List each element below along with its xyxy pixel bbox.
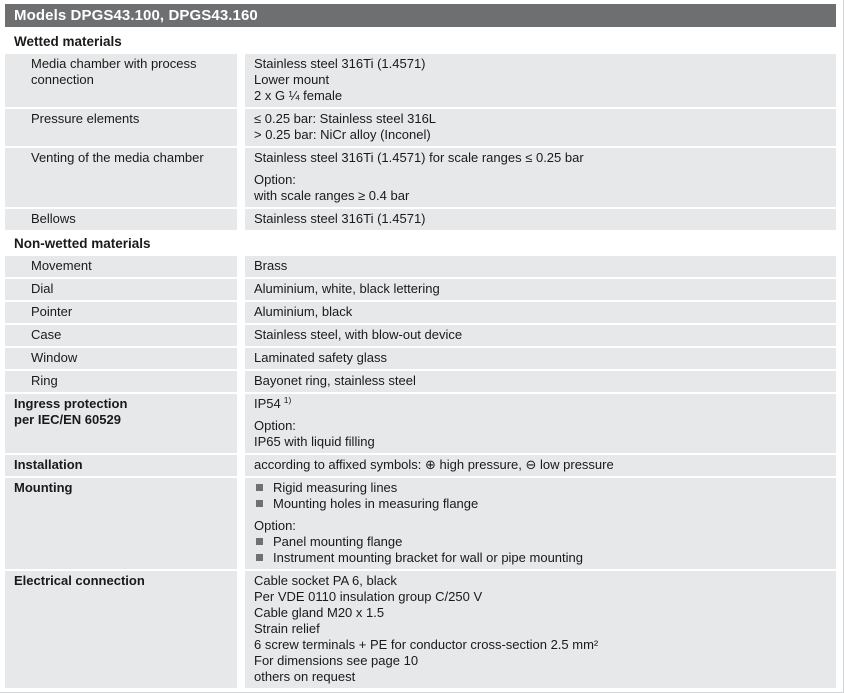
value-line (254, 56, 828, 72)
spec-label: Case (31, 327, 62, 342)
spec-label-cell (5, 279, 237, 300)
spec-value-cell (245, 571, 836, 688)
value-text: 6 screw terminals + PE for conductor cross-section 2.5 mm² (254, 637, 599, 652)
value-text: For dimensions see page 10 (254, 653, 419, 668)
value-text: Brass (254, 258, 288, 273)
value-block (254, 396, 828, 412)
value-text: Panel mounting flange (273, 534, 403, 549)
spec-value-cell (245, 302, 836, 323)
spec-label-cell (5, 109, 237, 146)
spec-label-cell (5, 394, 237, 453)
value-block (254, 418, 828, 450)
value-line (254, 304, 828, 320)
spec-label-cell (5, 455, 237, 476)
spec-value-cell (245, 148, 836, 207)
spec-label: per IEC/EN 60529 (14, 412, 121, 427)
value-block (254, 281, 828, 297)
spec-row (5, 455, 836, 476)
value-line (254, 172, 828, 188)
value-text: Cable gland M20 x 1.5 (254, 605, 385, 620)
spec-label: connection (31, 72, 94, 87)
square-bullet-icon (256, 538, 263, 545)
value-text: ≤ 0.25 bar: Stainless steel 316L (254, 111, 437, 126)
value-block (254, 573, 828, 685)
spec-row (5, 371, 836, 392)
spec-row (5, 478, 836, 569)
spec-value-cell (245, 478, 836, 569)
value-line (254, 373, 828, 389)
spec-row (5, 109, 836, 146)
value-line (254, 258, 828, 274)
spec-row (5, 325, 836, 346)
value-line (254, 350, 828, 366)
value-block (254, 457, 828, 473)
value-line (254, 127, 828, 143)
value-block (254, 350, 828, 366)
section-header-row (5, 30, 836, 53)
value-line (254, 534, 828, 550)
spec-row (5, 571, 836, 688)
spec-row (5, 209, 836, 230)
value-text: Option: (254, 418, 296, 433)
value-text: Instrument mounting bracket for wall or pipe mounting (273, 550, 583, 565)
spec-row (5, 279, 836, 300)
spec-row (5, 302, 836, 323)
spec-label-cell (5, 148, 237, 207)
spec-label: Bellows (31, 211, 76, 226)
spec-value-cell (245, 394, 836, 453)
value-line (254, 396, 828, 412)
value-block (254, 373, 828, 389)
spec-label-cell (5, 209, 237, 230)
spec-value-cell (245, 256, 836, 277)
value-line (254, 589, 828, 605)
value-text: 2 x G ¼ female (254, 88, 343, 103)
spec-label: Venting of the media chamber (31, 150, 204, 165)
value-block (254, 56, 828, 104)
spec-label-cell (5, 571, 237, 688)
spec-label-cell (5, 325, 237, 346)
value-block (254, 111, 828, 143)
footnote-marker: 1) (283, 394, 292, 405)
spec-label: Ring (31, 373, 58, 388)
spec-label: Electrical connection (14, 573, 145, 588)
spec-row (5, 148, 836, 207)
value-line (254, 480, 828, 496)
value-line (254, 434, 828, 450)
spec-label: Mounting (14, 480, 73, 495)
specifications-table (5, 30, 836, 688)
spec-value-cell (245, 348, 836, 369)
value-line (254, 150, 828, 166)
spec-label-cell (5, 478, 237, 569)
value-text: Rigid measuring lines (273, 480, 398, 495)
value-text: Aluminium, black (254, 304, 353, 319)
value-line (254, 669, 828, 685)
spec-value-cell (245, 279, 836, 300)
value-line (254, 111, 828, 127)
value-line (254, 653, 828, 669)
value-line (254, 573, 828, 589)
value-text: Laminated safety glass (254, 350, 387, 365)
value-block (254, 150, 828, 166)
spec-label: Pointer (31, 304, 73, 319)
spec-value-cell (245, 209, 836, 230)
value-text: according to affixed symbols: ⊕ high pressure, ⊖ low pressure (254, 457, 614, 472)
spec-label: Installation (14, 457, 83, 472)
value-text: Per VDE 0110 insulation group C/250 V (254, 589, 483, 604)
spec-label: Movement (31, 258, 92, 273)
spec-row (5, 256, 836, 277)
value-line (254, 72, 828, 88)
value-text: IP54 (254, 396, 281, 411)
value-text: Lower mount (254, 72, 330, 87)
value-text: Option: (254, 518, 296, 533)
value-line (254, 88, 828, 104)
spec-value-cell (245, 371, 836, 392)
value-text: Strain relief (254, 621, 320, 636)
value-text: others on request (254, 669, 356, 684)
value-block (254, 518, 828, 566)
square-bullet-icon (256, 484, 263, 491)
models-title-bar (5, 4, 836, 27)
value-line (254, 281, 828, 297)
value-line (254, 188, 828, 204)
square-bullet-icon (256, 500, 263, 507)
value-text: Stainless steel 316Ti (1.4571) for scale ranges ≤ 0.25 bar (254, 150, 584, 165)
spec-value-cell (245, 325, 836, 346)
value-line (254, 518, 828, 534)
value-line (254, 327, 828, 343)
value-line (254, 457, 828, 473)
spec-label-cell (5, 302, 237, 323)
value-text: IP65 with liquid filling (254, 434, 375, 449)
models-title: Models DPGS43.100, DPGS43.160 (14, 7, 258, 24)
value-text: Stainless steel, with blow-out device (254, 327, 463, 342)
spec-value-cell (245, 455, 836, 476)
value-line (254, 621, 828, 637)
value-text: Aluminium, white, black lettering (254, 281, 440, 296)
spec-label: Ingress protection (14, 396, 128, 411)
spec-value-cell (245, 54, 836, 107)
value-text: with scale ranges ≥ 0.4 bar (254, 188, 410, 203)
value-text: Stainless steel 316Ti (1.4571) (254, 56, 426, 71)
square-bullet-icon (256, 554, 263, 561)
value-block (254, 211, 828, 227)
spec-label-cell (5, 54, 237, 107)
value-text: Cable socket PA 6, black (254, 573, 397, 588)
spec-label: Dial (31, 281, 54, 296)
section-header-row (5, 232, 836, 255)
spec-label-cell (5, 371, 237, 392)
spec-row (5, 348, 836, 369)
value-block (254, 304, 828, 320)
spec-row (5, 394, 836, 453)
value-block (254, 258, 828, 274)
value-text: > 0.25 bar: NiCr alloy (Inconel) (254, 127, 431, 142)
value-block (254, 480, 828, 512)
value-text: Stainless steel 316Ti (1.4571) (254, 211, 426, 226)
value-text: Option: (254, 172, 296, 187)
section-title: Wetted materials (14, 34, 122, 49)
value-block (254, 172, 828, 204)
value-line (254, 605, 828, 621)
value-line (254, 418, 828, 434)
spec-label: Media chamber with process (31, 56, 197, 71)
spec-label: Pressure elements (31, 111, 140, 126)
spec-label-cell (5, 348, 237, 369)
value-block (254, 327, 828, 343)
section-title: Non-wetted materials (14, 236, 151, 251)
spec-label: Window (31, 350, 78, 365)
value-text: Mounting holes in measuring flange (273, 496, 479, 511)
value-text: Bayonet ring, stainless steel (254, 373, 416, 388)
value-line (254, 637, 828, 653)
spec-label-cell (5, 256, 237, 277)
value-line (254, 496, 828, 512)
value-line (254, 211, 828, 227)
spec-row (5, 54, 836, 107)
value-line (254, 550, 828, 566)
spec-value-cell (245, 109, 836, 146)
